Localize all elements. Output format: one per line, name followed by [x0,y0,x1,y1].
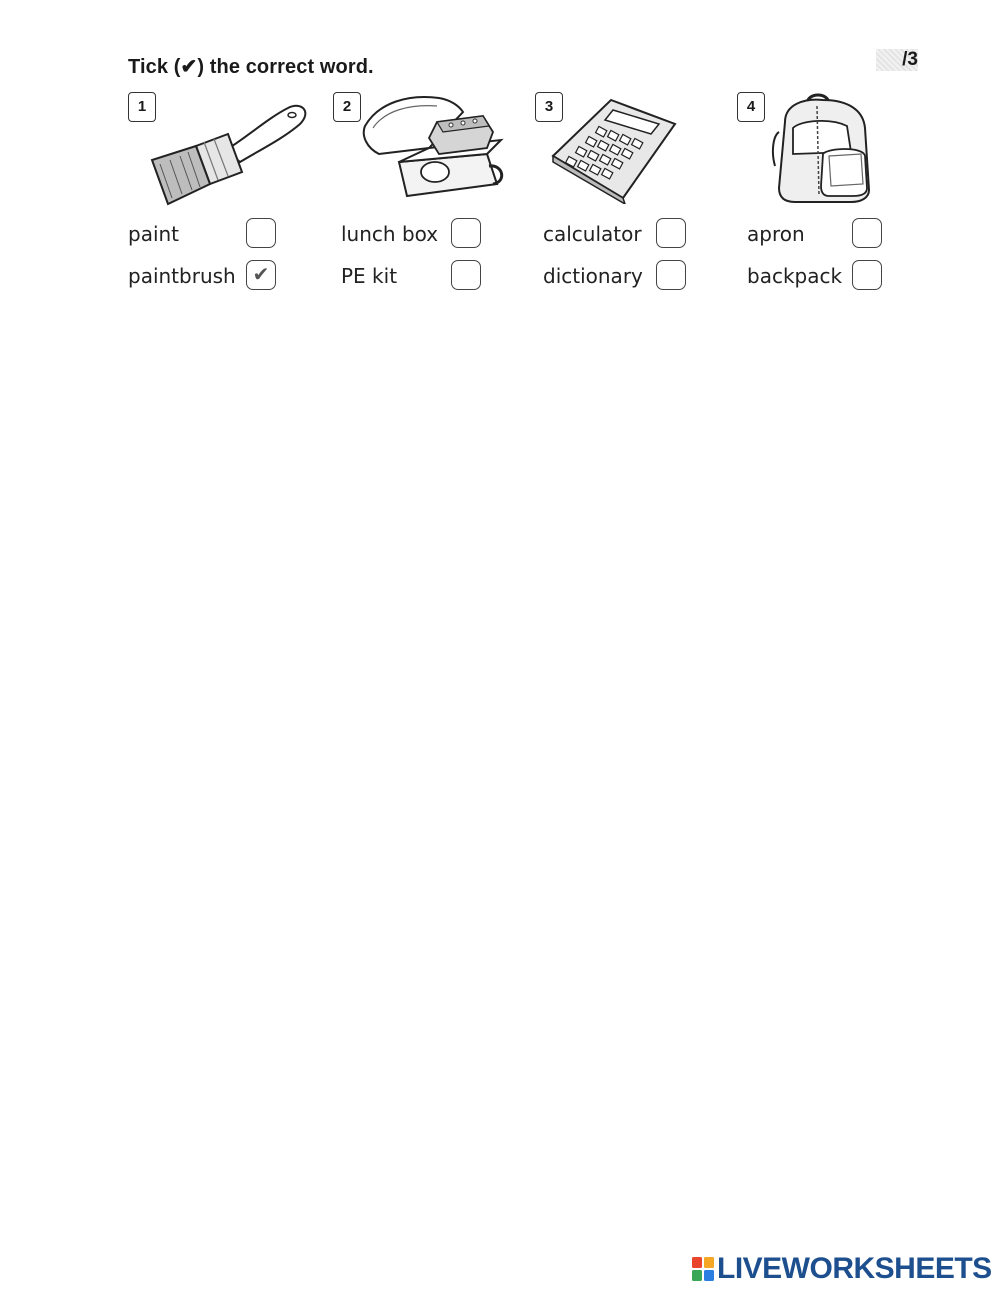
option-row [535,218,735,250]
option-label: backpack [747,264,843,288]
answer-checkbox[interactable] [451,218,481,248]
option-row [128,260,328,292]
option-row [737,218,937,250]
answer-checkbox[interactable] [656,218,686,248]
option-label: calculator [543,222,642,246]
option-row [333,260,533,292]
answer-checkbox[interactable]: ✔ [246,260,276,290]
question-4 [737,92,937,302]
answer-checkbox[interactable] [852,260,882,290]
liveworksheets-logo [692,1253,992,1285]
option-label: apron [747,222,805,246]
question-number: 2 [333,92,361,122]
option-row [333,218,533,250]
option-row [737,260,937,292]
option-row [535,260,735,292]
lunch-box-illustration [359,92,509,208]
answer-checkbox[interactable] [852,218,882,248]
option-label: dictionary [543,264,643,288]
question-number: 3 [535,92,563,122]
logo-text: LIVEWORKSHEETS [717,1252,992,1285]
option-label: PE kit [341,264,398,288]
option-label: paint [128,222,180,246]
instruction-heading: Tick (✔) the correct word. [128,56,374,78]
option-row [128,218,328,250]
option-label: lunch box [341,222,439,246]
score-field: /3 [876,49,918,71]
calculator-illustration [549,94,679,204]
question-number: 4 [737,92,765,122]
question-number: 1 [128,92,156,122]
logo-mark-icon [692,1257,714,1281]
answer-checkbox[interactable] [656,260,686,290]
question-1 [128,92,328,302]
backpack-illustration [771,92,877,206]
answer-checkbox[interactable] [246,218,276,248]
option-label: paintbrush [128,264,236,288]
paintbrush-illustration [148,98,308,210]
question-3 [535,92,735,302]
answer-checkbox[interactable] [451,260,481,290]
question-2 [333,92,533,302]
